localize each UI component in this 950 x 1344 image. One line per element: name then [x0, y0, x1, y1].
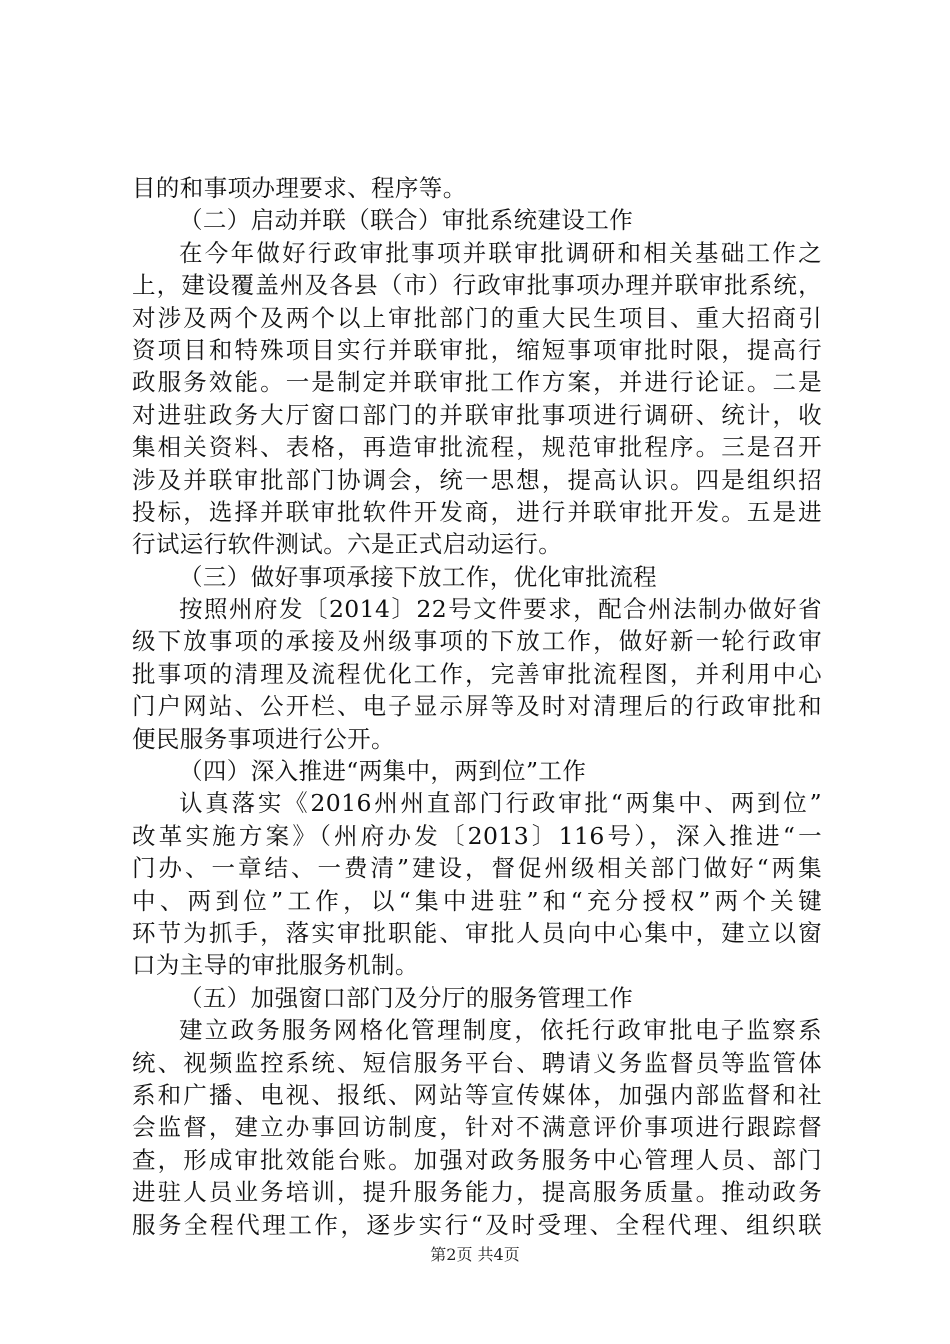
text-line: 涉及并联审批部门协调会，统一思想，提高认识。四是组织招: [132, 465, 822, 494]
text-line: 查，形成审批效能台账。加强对政务服务中心管理人员、部门: [132, 1145, 822, 1174]
text-line: 对进驻政务大厅窗口部门的并联审批事项进行调研、统计，收: [132, 400, 822, 429]
text-line: 对涉及两个及两个以上审批部门的重大民生项目、重大招商引: [132, 303, 822, 332]
text-line: 环节为抓手，落实审批职能、审批人员向中心集中，建立以窗: [132, 918, 822, 947]
text-line: 上，建设覆盖州及各县（市）行政审批事项办理并联审批系统，: [132, 271, 822, 300]
document-body: [132, 172, 822, 1241]
text-line: 政服务效能。一是制定并联审批工作方案，并进行论证。二是: [132, 368, 822, 397]
text-line: 建立政务服务网格化管理制度，依托行政审批电子监察系: [179, 1016, 822, 1045]
text-line: 集相关资料、表格，再造审批流程，规范审批程序。三是召开: [132, 433, 822, 462]
text-line: 批事项的清理及流程优化工作，完善审批流程图，并利用中心: [132, 659, 822, 688]
text-line: 门户网站、公开栏、电子显示屏等及时对清理后的行政审批和: [132, 692, 822, 721]
text-line: （五）加强窗口部门及分厅的服务管理工作: [179, 983, 634, 1012]
text-line: 门办、一章结、一费清”建设，督促州级相关部门做好“两集: [132, 854, 822, 883]
text-line: （二）启动并联（联合）审批系统建设工作: [179, 206, 634, 235]
text-line: 会监督，建立办事回访制度，针对不满意评价事项进行跟踪督: [132, 1113, 822, 1142]
text-line: 投标，选择并联审批软件开发商，进行并联审批开发。五是进: [132, 497, 822, 526]
text-line: 中、两到位”工作，以“集中进驻”和“充分授权”两个关键: [132, 886, 822, 915]
text-line: 认真落实《2016州州直部门行政审批“两集中、两到位”: [179, 789, 822, 818]
text-line: 行试运行软件测试。六是正式启动运行。: [132, 530, 563, 559]
text-line: 口为主导的审批服务机制。: [132, 951, 419, 980]
text-line: 按照州府发〔2014〕22号文件要求，配合州法制办做好省: [179, 595, 822, 624]
page-footer: [0, 1245, 950, 1265]
text-line: 目的和事项办理要求、程序等。: [132, 174, 467, 202]
text-line: 便民服务事项进行公开。: [132, 724, 395, 753]
text-line: 服务全程代理工作，逐步实行“及时受理、全程代理、组织联: [132, 1210, 822, 1239]
page-number: 第2页 共4页: [430, 1245, 520, 1264]
text-line: （四）深入推进“两集中，两到位”工作: [179, 757, 587, 786]
text-line: 进驻人员业务培训，提升服务能力，提高服务质量。推动政务: [132, 1178, 822, 1207]
text-line: 级下放事项的承接及州级事项的下放工作，做好新一轮行政审: [132, 627, 822, 656]
text-line: （三）做好事项承接下放工作，优化审批流程: [179, 562, 657, 591]
text-line: 统、视频监控系统、短信服务平台、聘请义务监督员等监管体: [132, 1048, 822, 1077]
text-line: 资项目和特殊项目实行并联审批，缩短事项审批时限，提高行: [132, 335, 822, 364]
text-line: 系和广播、电视、报纸、网站等宣传媒体，加强内部监督和社: [132, 1080, 822, 1109]
text-line: 在今年做好行政审批事项并联审批调研和相关基础工作之: [179, 238, 822, 267]
text-line: 改革实施方案》（州府办发〔2013〕116号），深入推进“一: [132, 821, 822, 850]
